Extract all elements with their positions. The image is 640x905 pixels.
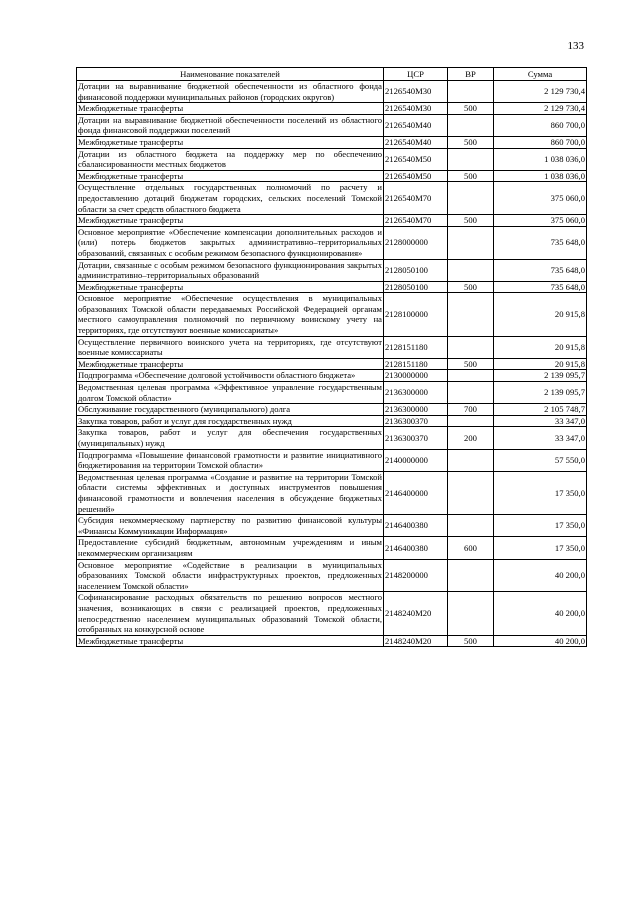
row-csr: 2128050100 xyxy=(384,259,448,281)
row-csr: 2128000000 xyxy=(384,226,448,259)
row-sum: 20 915,8 xyxy=(494,336,587,358)
row-name: Межбюджетные трансферты xyxy=(77,281,384,293)
row-sum: 1 038 036,0 xyxy=(494,170,587,182)
row-csr: 2128100000 xyxy=(384,293,448,336)
row-vr: 500 xyxy=(448,170,494,182)
row-name: Основное мероприятие «Содействие в реализации в муниципальных образованиях Томской области инфраструктурных проектов, предложенных населением Томской области» xyxy=(78,559,382,591)
row-name: Субсидия некоммерческому партнерству по развитию финансовой культуры «Финансы Коммуникации Информация» xyxy=(78,515,382,536)
row-csr: 2126540М50 xyxy=(384,148,448,170)
row-vr xyxy=(448,182,494,215)
row-csr: 2126540М40 xyxy=(384,136,448,148)
row-name: Осуществление первичного воинского учета на территориях, где отсутствуют военные комиссариаты xyxy=(78,336,382,358)
row-name: Ведомственная целевая программа «Создание и развитие на территории Томской области системы эффективных и доступных инструментов повышения финансовой грамотности и вовлечения населения в обсуждение бюджетных решений» xyxy=(78,471,382,514)
row-name: Дотации на выравнивание бюджетной обеспеченности поселений из областного фонда финансовой поддержки поселений xyxy=(78,114,382,136)
row-name: Основное мероприятие «Обеспечение компенсации дополнительных расходов и (или) потерь бюджетов закрытых административно–территориальных образований, связанных с особым режимом безопасного функционирования» xyxy=(78,226,382,258)
row-sum: 375 060,0 xyxy=(494,215,587,227)
row-vr xyxy=(448,336,494,358)
table-row xyxy=(77,471,587,514)
row-name: Основное мероприятие «Обеспечение осуществления в муниципальных образованиях Томской области передаваемых Российской Федерацией органам местного самоуправления полномочий по первичному воинскому учету на территориях, где отсутствуют военные комиссариаты» xyxy=(78,293,382,336)
row-csr: 2136300370 xyxy=(384,415,448,427)
row-csr: 2126540М70 xyxy=(384,215,448,227)
row-name: Подпрограмма «Повышение финансовой грамотности и развитие инициативного бюджетирования на территории Томской области» xyxy=(78,449,382,471)
row-sum: 20 915,8 xyxy=(494,358,587,370)
row-sum: 33 347,0 xyxy=(494,427,587,449)
row-vr xyxy=(448,415,494,427)
row-vr: 500 xyxy=(448,281,494,293)
row-sum: 860 700,0 xyxy=(494,136,587,148)
row-sum: 735 648,0 xyxy=(494,281,587,293)
row-vr xyxy=(448,471,494,514)
table-row xyxy=(77,358,587,370)
table-row xyxy=(77,635,587,647)
row-vr: 500 xyxy=(448,103,494,115)
table-row xyxy=(77,103,587,115)
table-row xyxy=(77,293,587,336)
table-row xyxy=(77,449,587,471)
row-vr xyxy=(448,515,494,537)
header-csr: ЦСР xyxy=(384,68,448,81)
header-sum: Сумма xyxy=(494,68,587,81)
header-vr: ВР xyxy=(448,68,494,81)
table-row xyxy=(77,170,587,182)
row-csr: 2136300000 xyxy=(384,404,448,416)
row-csr: 2136300370 xyxy=(384,427,448,449)
row-sum: 40 200,0 xyxy=(494,559,587,592)
row-vr: 600 xyxy=(448,537,494,559)
row-name: Межбюджетные трансферты xyxy=(77,103,384,115)
row-name: Софинансирование расходных обязательств по решению вопросов местного значения, возникающих в связи с реализацией проектов, предложенных непосредственно населением муниципальных образований Томской области, отобранных на конкурсной основе xyxy=(78,592,382,635)
row-csr: 2126540М30 xyxy=(384,103,448,115)
row-name: Межбюджетные трансферты xyxy=(77,136,384,148)
table-row xyxy=(77,136,587,148)
table-row xyxy=(77,559,587,592)
row-vr xyxy=(448,382,494,404)
row-csr: 2140000000 xyxy=(384,449,448,471)
row-vr: 700 xyxy=(448,404,494,416)
table-row xyxy=(77,259,587,281)
row-vr xyxy=(448,148,494,170)
row-csr: 2146400000 xyxy=(384,471,448,514)
row-name: Дотации, связанные с особым режимом безопасного функционирования закрытых административно–территориальных образований xyxy=(78,259,382,281)
row-csr: 2126540М70 xyxy=(384,182,448,215)
table-row xyxy=(77,415,587,427)
budget-table xyxy=(76,67,587,647)
table-row xyxy=(77,226,587,259)
row-vr xyxy=(448,226,494,259)
row-name: Ведомственная целевая программа «Эффективное управление государственным долгом Томской области» xyxy=(78,382,382,403)
table-row xyxy=(77,336,587,358)
header-name: Наименование показателей xyxy=(77,68,384,81)
row-vr: 500 xyxy=(448,635,494,647)
row-csr: 2126540М30 xyxy=(384,81,448,103)
row-vr xyxy=(448,259,494,281)
row-sum: 40 200,0 xyxy=(494,635,587,647)
row-name: Осуществление отдельных государственных полномочий по расчету и предоставлению дотаций бюджетам городских, сельских поселений Томской области за счет средств областного бюджета xyxy=(78,182,382,214)
row-name: Подпрограмма «Обеспечение долговой устойчивости областного бюджета» xyxy=(77,370,384,382)
row-sum: 860 700,0 xyxy=(494,114,587,136)
table-row xyxy=(77,592,587,635)
row-csr: 2128151180 xyxy=(384,358,448,370)
row-csr: 2130000000 xyxy=(384,370,448,382)
row-csr: 2146400380 xyxy=(384,515,448,537)
row-name: Закупка товаров, работ и услуг для обеспечения государственных (муниципальных) нужд xyxy=(78,427,382,448)
row-vr xyxy=(448,370,494,382)
row-vr xyxy=(448,114,494,136)
table-row xyxy=(77,427,587,449)
row-sum: 1 038 036,0 xyxy=(494,148,587,170)
row-name: Предоставление субсидий бюджетным, автономным учреждениям и иным некоммерческим организациям xyxy=(78,537,382,558)
row-sum: 2 105 748,7 xyxy=(494,404,587,416)
row-name: Закупка товаров, работ и услуг для государственных нужд xyxy=(77,415,384,427)
table-row xyxy=(77,382,587,404)
table-row xyxy=(77,81,587,103)
row-vr xyxy=(448,559,494,592)
row-vr: 500 xyxy=(448,358,494,370)
row-name: Дотации на выравнивание бюджетной обеспеченности из областного фонда финансовой поддержки муниципальных районов (городских округов) xyxy=(78,81,382,102)
row-csr: 2136300000 xyxy=(384,382,448,404)
row-sum: 17 350,0 xyxy=(494,471,587,514)
row-vr: 200 xyxy=(448,427,494,449)
row-sum: 17 350,0 xyxy=(494,537,587,559)
row-sum: 735 648,0 xyxy=(494,226,587,259)
row-vr xyxy=(448,449,494,471)
page-number: 133 xyxy=(567,40,584,52)
row-vr xyxy=(448,81,494,103)
row-sum: 33 347,0 xyxy=(494,415,587,427)
table-header-row xyxy=(77,68,587,81)
row-csr: 2126540М40 xyxy=(384,114,448,136)
row-sum: 40 200,0 xyxy=(494,592,587,635)
row-name: Межбюджетные трансферты xyxy=(77,635,384,647)
row-sum: 20 915,8 xyxy=(494,293,587,336)
row-csr: 2128151180 xyxy=(384,336,448,358)
row-sum: 375 060,0 xyxy=(494,182,587,215)
table-row xyxy=(77,215,587,227)
table-row xyxy=(77,148,587,170)
row-csr: 2146400380 xyxy=(384,537,448,559)
table-row xyxy=(77,537,587,559)
row-csr: 2126540М50 xyxy=(384,170,448,182)
row-sum: 2 139 095,7 xyxy=(494,370,587,382)
table-row xyxy=(77,370,587,382)
row-vr xyxy=(448,293,494,336)
table-row xyxy=(77,114,587,136)
table-row xyxy=(77,281,587,293)
row-vr: 500 xyxy=(448,215,494,227)
table-row xyxy=(77,515,587,537)
row-csr: 2148200000 xyxy=(384,559,448,592)
row-sum: 735 648,0 xyxy=(494,259,587,281)
row-name: Обслуживание государственного (муниципального) долга xyxy=(77,404,384,416)
table-row xyxy=(77,404,587,416)
row-name: Межбюджетные трансферты xyxy=(77,215,384,227)
row-csr: 2128050100 xyxy=(384,281,448,293)
row-csr: 2148240М20 xyxy=(384,592,448,635)
row-sum: 57 550,0 xyxy=(494,449,587,471)
row-name: Дотации из областного бюджета на поддержку мер по обеспечению сбалансированности местных бюджетов xyxy=(78,148,382,170)
row-name: Межбюджетные трансферты xyxy=(77,170,384,182)
row-vr: 500 xyxy=(448,136,494,148)
row-sum: 2 139 095,7 xyxy=(494,382,587,404)
row-name: Межбюджетные трансферты xyxy=(77,358,384,370)
table-row xyxy=(77,182,587,215)
row-csr: 2148240М20 xyxy=(384,635,448,647)
row-sum: 2 129 730,4 xyxy=(494,81,587,103)
row-sum: 2 129 730,4 xyxy=(494,103,587,115)
row-vr xyxy=(448,592,494,635)
row-sum: 17 350,0 xyxy=(494,515,587,537)
